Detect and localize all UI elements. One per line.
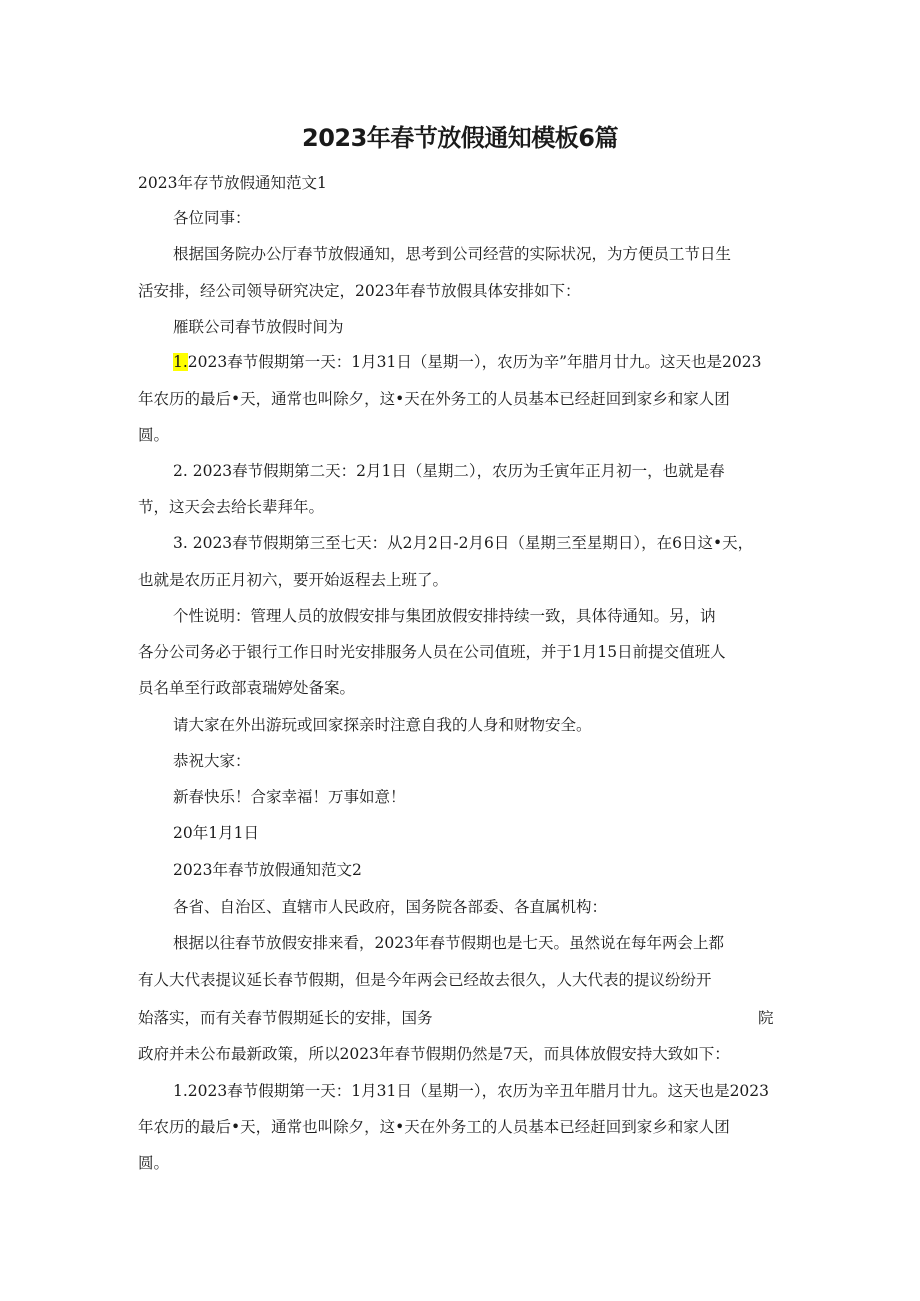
paragraph-line: 员名单至行政部袁瑞婷处备案。 (138, 679, 356, 697)
section-heading-1: 2023年存节放假通知范文1 (138, 174, 327, 192)
paragraph-line: 年农历的最后•天，通常也叫除夕，这•天在外务工的人员基本已经赶回到家乡和家人团 (138, 390, 730, 408)
paragraph-line: 根据国务院办公厅春节放假通知，思考到公司经营的实际状况，为方便员工节日生 (173, 245, 732, 263)
list-item-text: 2023春节假期第一天：1月31日（星期一），农历为辛”年腊月廿九。这天也是2023 (187, 353, 762, 371)
paragraph-line: 各省、自治区、直辖市人民政府，国务院各部委、各直属机构： (173, 898, 608, 916)
list-item-1b: 1.2023春节假期第一天：1月31日（星期一），农历为辛丑年腊月廿九。这天也是2023 (173, 1082, 770, 1100)
paragraph-line: 圆。 (138, 1154, 170, 1172)
paragraph-line: 始落实，而有关春节假期延长的安排，国务 (138, 1009, 433, 1027)
list-item-3: 3. 2023春节假期第三至七天：从2月2日-2月6日（星期三至星期日），在6日这•天， (173, 534, 754, 552)
paragraph-line: 活安排，经公司领导研究决定，2023年春节放假具体安排如下： (138, 282, 581, 300)
list-item-1 (173, 351, 761, 373)
list-item-2: 2. 2023春节假期第二天：2月1日（星期二），农历为壬寅年正月初一，也就是春 (173, 462, 725, 480)
document-title: 2023年春节放假通知模板6篇 (302, 124, 618, 152)
paragraph-line: 节，这天会去给长辈拜年。 (138, 498, 325, 516)
paragraph-line: 个性说明：管理人员的放假安排与集团放假安排持续一致，具体待通知。另，讷 (173, 607, 716, 625)
paragraph-line: 年农历的最后•天，通常也叫除夕，这•天在外务工的人员基本已经赶回到家乡和家人团 (138, 1118, 730, 1136)
paragraph-line: 也就是农历正月初六，要开始返程去上班了。 (138, 571, 449, 589)
paragraph-line: 恭祝大家： (173, 752, 251, 770)
paragraph-line: 雁联公司春节放假时间为 (173, 318, 344, 336)
paragraph-line: 根据以往春节放假安排来看，2023年春节假期也是七天。虽然说在每年两会上都 (173, 934, 724, 952)
section-heading-2: 2023年春节放假通知范文2 (173, 861, 362, 879)
paragraph-line: 政府并未公布最新政策，所以2023年春节假期仍然是7天，而具体放假安持大致如下： (138, 1045, 730, 1063)
paragraph-line: 有人大代表提议延长春节假期，但是今年两会已经故去很久，人大代表的提议纷纷开 (138, 971, 712, 989)
paragraph-line: 圆。 (138, 426, 170, 444)
paragraph-fragment: 院 (758, 1009, 774, 1027)
paragraph-line: 请大家在外出游玩或回家探亲时注意自我的人身和财物安全。 (173, 716, 592, 734)
date-line: 20年1月1日 (173, 824, 259, 842)
highlighted-number: 1. (173, 353, 188, 371)
paragraph-line: 新春快乐！合家幸福！万事如意！ (173, 788, 406, 806)
salutation: 各位同事： (173, 209, 251, 227)
paragraph-line: 各分公司务必于银行工作日时光安排服务人员在公司值班，并于1月15日前提交值班人 (138, 643, 726, 661)
